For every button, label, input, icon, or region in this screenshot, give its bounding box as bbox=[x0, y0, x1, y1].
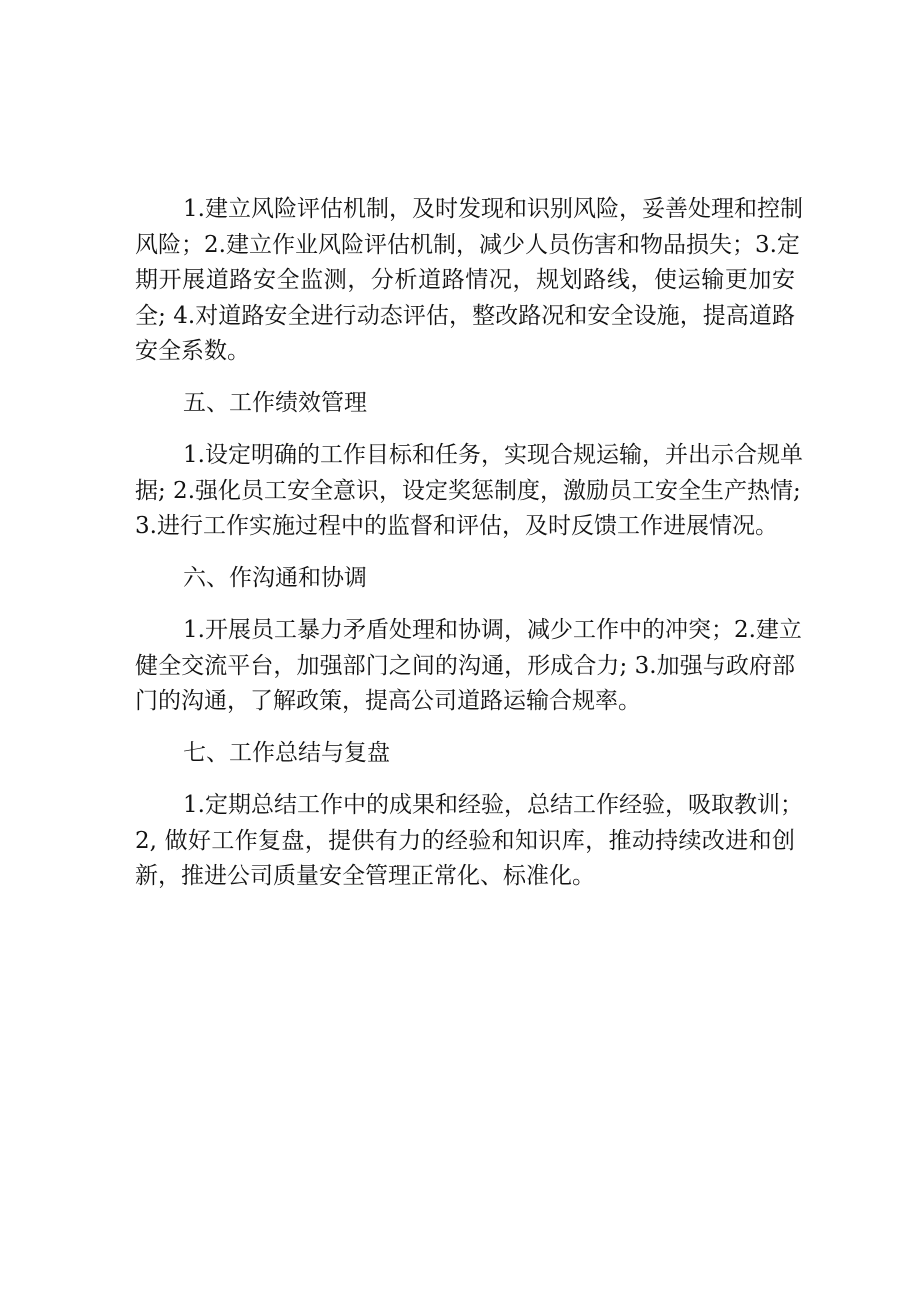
paragraph-line: 2, 做好工作复盘，提供有力的经验和知识库，推动持续改进和创 bbox=[135, 827, 795, 854]
paragraph-line: 1.设定明确的工作目标和任务，实现合规运输，并出示合规单 bbox=[183, 442, 803, 468]
paragraph-line: 健全交流平台，加强部门之间的沟通，形成合力; 3.加强与政府部 bbox=[135, 652, 795, 679]
paragraph-line: 全; 4.对道路安全进行动态评估，整改路况和安全设施，提高道路 bbox=[135, 302, 795, 329]
section-heading-summary bbox=[135, 736, 795, 772]
paragraph-summary bbox=[135, 788, 803, 895]
section-heading: 七、工作总结与复盘 bbox=[183, 740, 390, 766]
paragraph-line: 期开展道路安全监测，分析道路情况，规划路线，使运输更加安 bbox=[135, 267, 795, 293]
paragraph-line: 1.建立风险评估机制，及时发现和识别风险，妥善处理和控制 bbox=[183, 196, 803, 222]
paragraph-risk-assessment bbox=[135, 192, 803, 370]
paragraph-communication bbox=[135, 613, 802, 720]
paragraph-line: 据; 2.强化员工安全意识，设定奖惩制度，激励员工安全生产热情; bbox=[135, 477, 801, 504]
paragraph-line: 风险；2.建立作业风险评估机制，减少人员伤害和物品损失；3.定 bbox=[135, 231, 800, 258]
paragraph-line: 1.开展员工暴力矛盾处理和协调，减少工作中的冲突；2.建立 bbox=[183, 617, 802, 643]
section-heading: 五、工作绩效管理 bbox=[183, 390, 367, 416]
paragraph-line: 1.定期总结工作中的成果和经验，总结工作经验，吸取教训； bbox=[183, 792, 803, 818]
paragraph-line: 3.进行工作实施过程中的监督和评估，及时反馈工作进展情况。 bbox=[135, 513, 778, 539]
document-page bbox=[135, 192, 803, 911]
section-heading-performance bbox=[135, 386, 795, 422]
section-heading: 六、作沟通和协调 bbox=[183, 565, 367, 591]
paragraph-line: 安全系数。 bbox=[135, 338, 250, 364]
section-heading-communication bbox=[135, 561, 795, 597]
paragraph-performance bbox=[135, 438, 803, 545]
paragraph-line: 门的沟通，了解政策，提高公司道路运输合规率。 bbox=[135, 688, 641, 714]
paragraph-line: 新，推进公司质量安全管理正常化、标准化。 bbox=[135, 863, 595, 889]
